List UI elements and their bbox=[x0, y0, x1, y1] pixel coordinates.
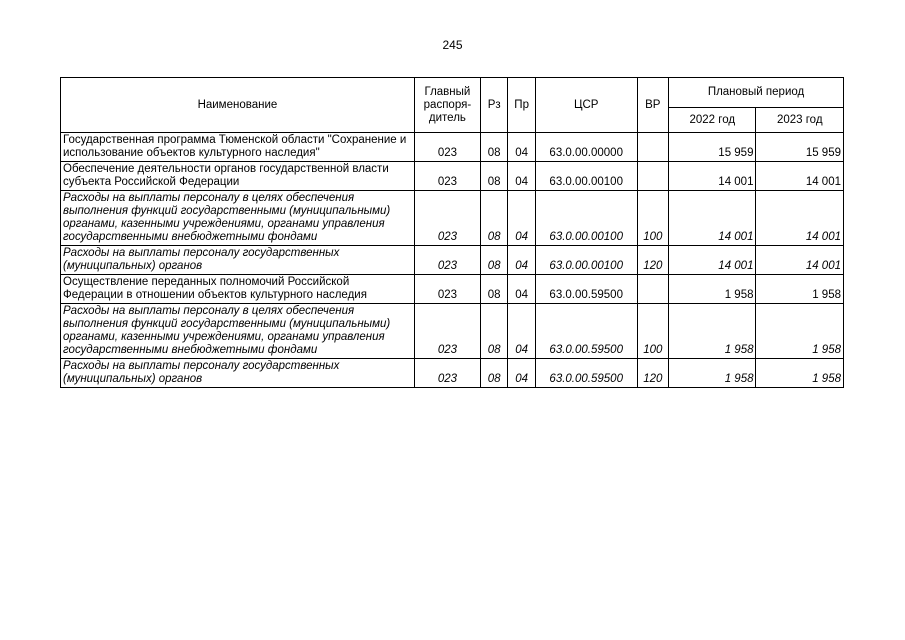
cell-rz: 08 bbox=[480, 246, 507, 275]
cell-csr: 63.0.00.00100 bbox=[535, 246, 637, 275]
cell-pr: 04 bbox=[508, 359, 535, 388]
table-row bbox=[61, 359, 844, 388]
cell-year-2022: 1 958 bbox=[669, 359, 756, 388]
cell-csr: 63.0.00.00100 bbox=[535, 191, 637, 246]
cell-year-2023: 1 958 bbox=[756, 359, 844, 388]
cell-pr: 04 bbox=[508, 162, 535, 191]
cell-rz: 08 bbox=[480, 162, 507, 191]
cell-name: Расходы на выплаты персоналу государственных (муниципальных) органов bbox=[61, 359, 415, 388]
cell-year-2023: 1 958 bbox=[756, 275, 844, 304]
cell-year-2022: 15 959 bbox=[669, 133, 756, 162]
table-row bbox=[61, 162, 844, 191]
header-year-2022: 2022 год bbox=[669, 108, 756, 133]
cell-pr: 04 bbox=[508, 191, 535, 246]
cell-year-2023: 14 001 bbox=[756, 246, 844, 275]
cell-year-2022: 1 958 bbox=[669, 304, 756, 359]
cell-name: Расходы на выплаты персоналу государственных (муниципальных) органов bbox=[61, 246, 415, 275]
table-body bbox=[61, 133, 844, 388]
header-csr: ЦСР bbox=[535, 78, 637, 133]
cell-year-2023: 15 959 bbox=[756, 133, 844, 162]
header-vr: ВР bbox=[637, 78, 669, 133]
header-year-2023: 2023 год bbox=[756, 108, 844, 133]
cell-vr: 100 bbox=[637, 304, 669, 359]
cell-csr: 63.0.00.00100 bbox=[535, 162, 637, 191]
cell-name: Государственная программа Тюменской области "Сохранение и использование объектов культурного наследия" bbox=[61, 133, 415, 162]
cell-vr: 100 bbox=[637, 191, 669, 246]
cell-year-2022: 14 001 bbox=[669, 162, 756, 191]
cell-main-manager: 023 bbox=[414, 191, 480, 246]
table-header bbox=[61, 78, 844, 133]
table-row bbox=[61, 275, 844, 304]
cell-name: Обеспечение деятельности органов государственной власти субъекта Российской Федерации bbox=[61, 162, 415, 191]
cell-pr: 04 bbox=[508, 246, 535, 275]
cell-main-manager: 023 bbox=[414, 133, 480, 162]
table-row bbox=[61, 246, 844, 275]
cell-year-2022: 14 001 bbox=[669, 246, 756, 275]
cell-rz: 08 bbox=[480, 133, 507, 162]
budget-table bbox=[60, 77, 844, 388]
cell-main-manager: 023 bbox=[414, 359, 480, 388]
page-number: 245 bbox=[442, 38, 463, 52]
table-row bbox=[61, 191, 844, 246]
header-pr: Пр bbox=[508, 78, 535, 133]
cell-csr: 63.0.00.59500 bbox=[535, 359, 637, 388]
cell-year-2022: 1 958 bbox=[669, 275, 756, 304]
cell-pr: 04 bbox=[508, 275, 535, 304]
header-name: Наименование bbox=[61, 78, 415, 133]
cell-vr: 120 bbox=[637, 359, 669, 388]
cell-main-manager: 023 bbox=[414, 162, 480, 191]
cell-year-2023: 14 001 bbox=[756, 162, 844, 191]
table-row bbox=[61, 304, 844, 359]
cell-rz: 08 bbox=[480, 359, 507, 388]
cell-main-manager: 023 bbox=[414, 304, 480, 359]
cell-pr: 04 bbox=[508, 133, 535, 162]
cell-rz: 08 bbox=[480, 304, 507, 359]
cell-main-manager: 023 bbox=[414, 246, 480, 275]
cell-rz: 08 bbox=[480, 275, 507, 304]
cell-csr: 63.0.00.59500 bbox=[535, 304, 637, 359]
table-row bbox=[61, 133, 844, 162]
cell-rz: 08 bbox=[480, 191, 507, 246]
cell-vr bbox=[637, 275, 669, 304]
cell-name: Осуществление переданных полномочий Российской Федерации в отношении объектов культурного наследия bbox=[61, 275, 415, 304]
cell-csr: 63.0.00.00000 bbox=[535, 133, 637, 162]
cell-pr: 04 bbox=[508, 304, 535, 359]
cell-csr: 63.0.00.59500 bbox=[535, 275, 637, 304]
cell-name: Расходы на выплаты персоналу в целях обеспечения выполнения функций государственными (муниципальными) органами, казенными учреждениями, органами управления государственными внебюджетными фондами bbox=[61, 304, 415, 359]
header-main-manager: Главный распоря-дитель bbox=[414, 78, 480, 133]
cell-main-manager: 023 bbox=[414, 275, 480, 304]
cell-name: Расходы на выплаты персоналу в целях обеспечения выполнения функций государственными (муниципальными) органами, казенными учреждениями, органами управления государственными внебюджетными фондами bbox=[61, 191, 415, 246]
header-planning-period: Плановый период bbox=[669, 78, 844, 108]
cell-year-2023: 14 001 bbox=[756, 191, 844, 246]
cell-year-2022: 14 001 bbox=[669, 191, 756, 246]
cell-vr bbox=[637, 133, 669, 162]
cell-vr bbox=[637, 162, 669, 191]
cell-year-2023: 1 958 bbox=[756, 304, 844, 359]
header-rz: Рз bbox=[480, 78, 507, 133]
cell-vr: 120 bbox=[637, 246, 669, 275]
